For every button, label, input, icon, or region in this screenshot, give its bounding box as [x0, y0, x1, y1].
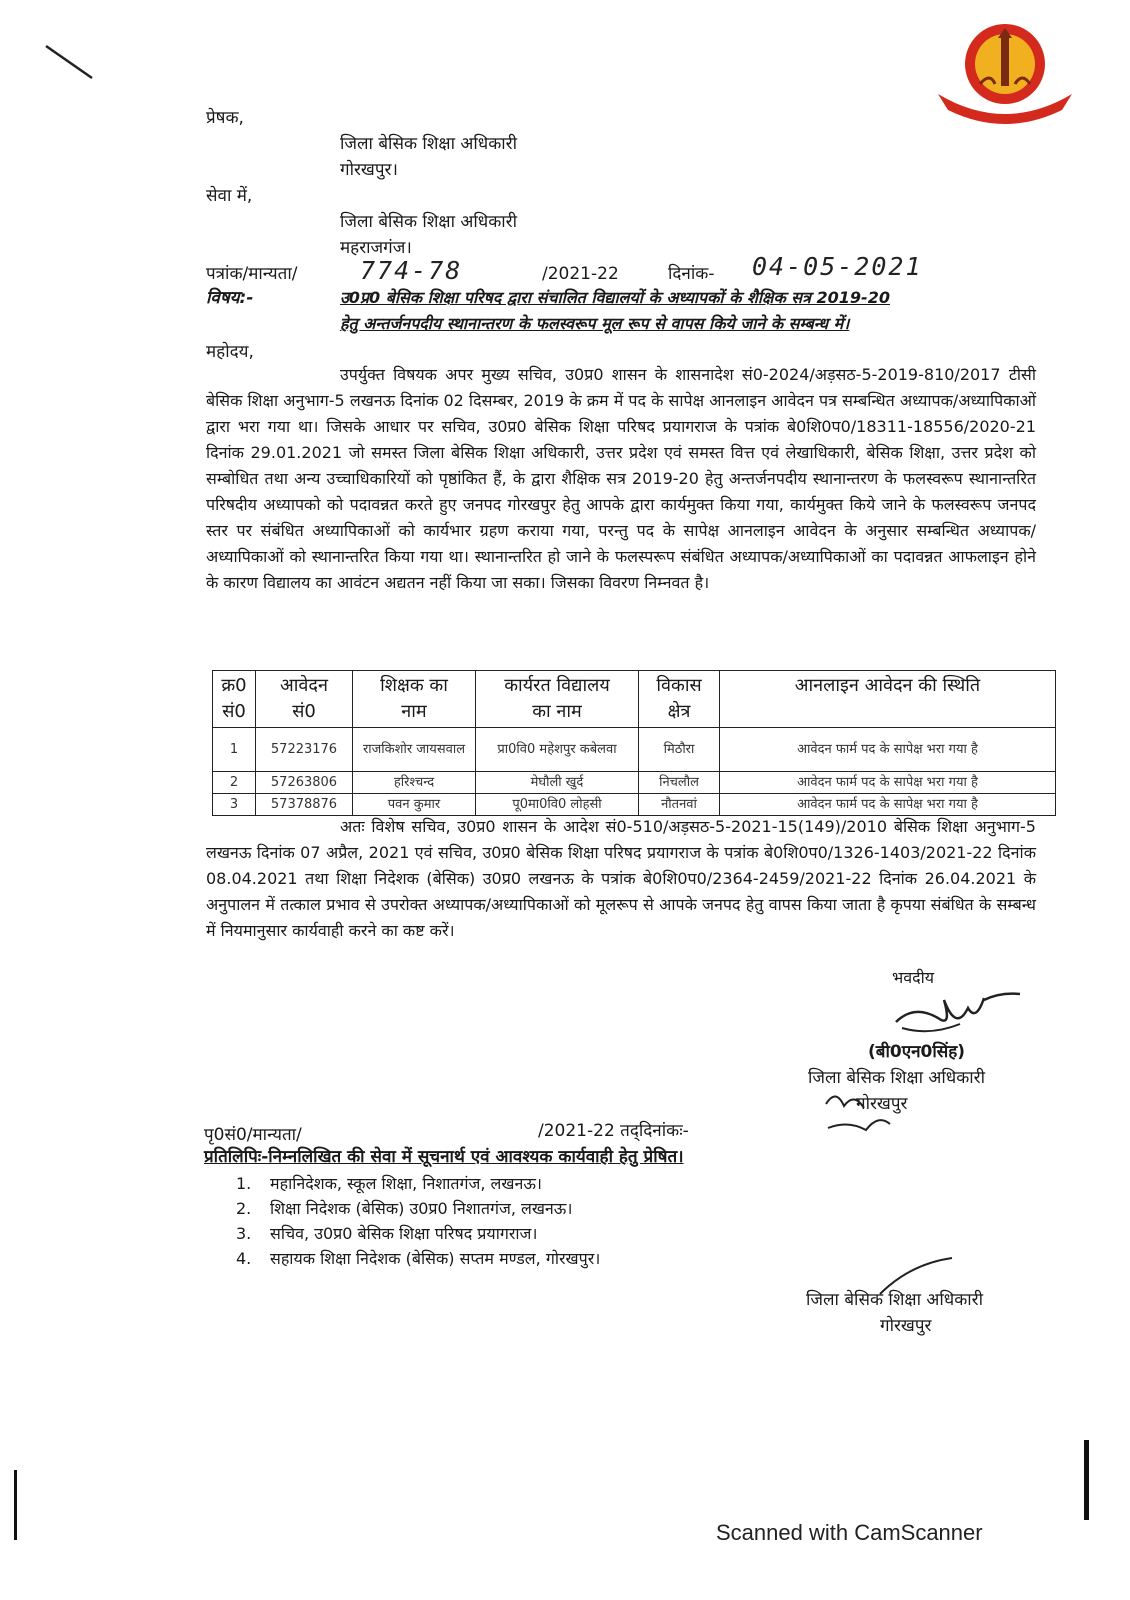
- col-header-sn: क्र0 सं0: [213, 671, 256, 728]
- signatory-place: गोरखपुर: [856, 1094, 908, 1114]
- cell-application-no: 57263806: [256, 772, 353, 794]
- ref-label: पत्रांक/मान्यता/: [206, 264, 298, 284]
- col-header-status: आनलाइन आवेदन की स्थिति: [720, 671, 1056, 728]
- cell-status: आवेदन फार्म पद के सापेक्ष भरा गया है: [720, 772, 1056, 794]
- table-row: [213, 794, 1056, 816]
- salutation: महोदय,: [206, 342, 254, 362]
- cell-sn: 2: [213, 772, 256, 794]
- cell-school-name: पू0मा0वि0 लोहसी: [476, 794, 639, 816]
- camscanner-watermark: Scanned with CamScanner: [716, 1520, 983, 1545]
- footer-place: गोरखपुर: [880, 1316, 932, 1336]
- list-item: 1. महानिदेशक, स्कूल शिक्षा, निशातगंज, लखनऊ।: [236, 1174, 542, 1193]
- cell-status: आवेदन फार्म पद के सापेक्ष भरा गया है: [720, 794, 1056, 816]
- col-header-teacher-name: शिक्षक का नाम: [353, 671, 476, 728]
- ref-year: /2021-22: [542, 264, 619, 284]
- list-item: 3. सचिव, उ0प्र0 बेसिक शिक्षा परिषद प्रयागराज।: [236, 1224, 538, 1243]
- right-scan-edge: [1084, 1440, 1089, 1520]
- teacher-table: [212, 670, 1056, 816]
- subject-line2: हेतु अन्तर्जनपदीय स्थानान्तरण के फलस्वरूप मूल रूप से वापस किये जाने के सम्बन्ध में।: [340, 314, 850, 333]
- sender-label: प्रेषक,: [206, 108, 244, 128]
- recipient-line1: जिला बेसिक शिक्षा अधिकारी: [340, 212, 518, 232]
- subject-line1: उ0प्र0 बेसिक शिक्षा परिषद द्वारा संचालित विद्यालयों के अध्यापकों के शैक्षिक सत्र 2019-20: [340, 288, 890, 307]
- cell-sn: 1: [213, 728, 256, 772]
- seal-logo: [930, 14, 1080, 124]
- recipient-line2: महराजगंज।: [340, 238, 412, 258]
- cell-teacher-name: पवन कुमार: [353, 794, 476, 816]
- cell-school-name: मेघौली खुर्द: [476, 772, 639, 794]
- col-header-block: विकास क्षेत्र: [639, 671, 720, 728]
- cell-teacher-name: हरिश्चन्द: [353, 772, 476, 794]
- sender-line2: गोरखपुर।: [340, 160, 398, 180]
- ref-date-label: दिनांक-: [668, 264, 715, 284]
- list-item: 4. सहायक शिक्षा निदेशक (बेसिक) सप्तम मण्डल, गोरखपुर।: [236, 1249, 601, 1268]
- cell-teacher-name: राजकिशोर जायसवाल: [353, 728, 476, 772]
- endorsement-list: [236, 1171, 600, 1271]
- cell-block: निचलौल: [639, 772, 720, 794]
- handwritten-signature: [880, 988, 1030, 1040]
- initials-scribble: [820, 1084, 900, 1140]
- table-row: [213, 728, 1056, 772]
- table-row: [213, 772, 1056, 794]
- signatory-name: (बी0एन0सिंह): [868, 1042, 966, 1062]
- body-paragraph-2: अतः विशेष सचिव, उ0प्र0 शासन के आदेश सं0-510/अड़सठ-5-2021-15(149)/2010 बेसिक शिक्षा अनुभाग-5 लखनऊ दिनांक 07 अप्रैल, 2021 एवं सचिव, उ0प्र0 बेसिक शिक्षा परिषद प्रयागराज के पत्रांक बे0शि0प0/1326-1403/2021-22 दिनांक 08.04.2021 तथा शिक्षा निदेशक (बेसिक) उ0प्र0 लखनऊ के पत्रांक बे0शि0प0/2364-2459/2021-22 दिनांक 26.04.2021 के अनुपालन में तत्काल प्रभाव से उपरोक्त अध्यापक/अध्यापिकाओं को मूलरूप से आपके जनपद हेतु वापस किया जाता है कृपया संबंधित के सम्बन्ध में नियमानुसार कार्यवाही करने का कष्ट करें।: [206, 817, 1036, 940]
- signatory-designation: जिला बेसिक शिक्षा अधिकारी: [808, 1068, 986, 1088]
- footer-designation: जिला बेसिक शिक्षा अधिकारी: [806, 1290, 984, 1310]
- endorsement-heading: प्रतिलिपिः-निम्नलिखित की सेवा में सूचनार्थ एवं आवश्यक कार्यवाही हेतु प्रेषित।: [204, 1147, 684, 1167]
- cell-application-no: 57378876: [256, 794, 353, 816]
- list-item: 2. शिक्षा निदेशक (बेसिक) उ0प्र0 निशातगंज, लखनऊ।: [236, 1199, 573, 1218]
- endorsement-ref: पृ0सं0/मान्यता/: [204, 1125, 302, 1145]
- cell-status: आवेदन फार्म पद के सापेक्ष भरा गया है: [720, 728, 1056, 772]
- subject-label: विषय:-: [206, 288, 254, 308]
- cell-block: नौतनवां: [639, 794, 720, 816]
- cell-sn: 3: [213, 794, 256, 816]
- cell-block: मिठौरा: [639, 728, 720, 772]
- ref-date-handwritten: 04-05-2021: [752, 252, 923, 281]
- sender-line1: जिला बेसिक शिक्षा अधिकारी: [340, 134, 518, 154]
- ref-number-handwritten: 774-78: [360, 256, 463, 285]
- scan-mark: [40, 40, 100, 85]
- cell-school-name: प्रा0वि0 महेशपुर कबेलवा: [476, 728, 639, 772]
- closing: भवदीय: [892, 968, 935, 987]
- col-header-school-name: कार्यरत विद्यालय का नाम: [476, 671, 639, 728]
- cell-application-no: 57223176: [256, 728, 353, 772]
- left-scan-edge: [14, 1470, 17, 1540]
- table-header-row: [213, 671, 1056, 728]
- svg-text:100: 100: [996, 106, 1014, 116]
- endorsement-year: /2021-22 तद्‌दिनांकः-: [538, 1121, 689, 1141]
- body-paragraph-1: उपर्युक्त विषयक अपर मुख्य सचिव, उ0प्र0 शासन के शासनादेश सं0-2024/अड़सठ-5-2019-810/2017 टीसी बेसिक शिक्षा अनुभाग-5 लखनऊ दिनांक 02 दिसम्बर, 2019 के क्रम में पद के सापेक्ष आनलाइन आवेदन पत्र सम्बन्धित अध्यापक/अध्यापिकाओं द्वारा भरा गया था। जिसके आधार पर सचिव, उ0प्र0 बेसिक शिक्षा परिषद प्रयागराज के पत्रांक बे0शि0प0/18311-18556/2020-21 दिनांक 29.01.2021 जो समस्त जिला बेसिक शिक्षा अधिकारी, उत्तर प्रदेश एवं समस्त वित्त एवं लेखाधिकारी, बेसिक शिक्षा, उत्तर प्रदेश को सम्बोधित तथा अन्य उच्चाधिकारियों को पृष्ठांकित हैं, के द्वारा शैक्षिक सत्र 2019-20 हेतु अन्तर्जनपदीय स्थानान्तरण के फलस्वरूप स्थानान्तरित परिषदीय अध्यापको को पदावन्नत करते हुए जनपद गोरखपुर हेतु आपके द्वारा कार्यमुक्त किया गया, कार्यमुक्त किये जाने के फलस्वरूप जनपद स्तर पर संबंधित अध्यापिकाओं को कार्यभार ग्रहण कराया गया, परन्तु पद के सापेक्ष आनलाइन आवेदन के अनुसार सम्बन्धित अध्यापक/अध्यापिकाओं को स्थानान्तरित किया गया था। स्थानान्तरित हो जाने के फलस्परूप संबंधित अध्यापक/अध्यापिकाओं का पदावन्नत आफलाइन होने के कारण विद्यालय का आवंटन अद्यतन नहीं किया जा सका। जिसका विवरण निम्नवत है।: [206, 365, 1036, 592]
- recipient-label: सेवा में,: [206, 186, 253, 206]
- col-header-application-no: आवेदन सं0: [256, 671, 353, 728]
